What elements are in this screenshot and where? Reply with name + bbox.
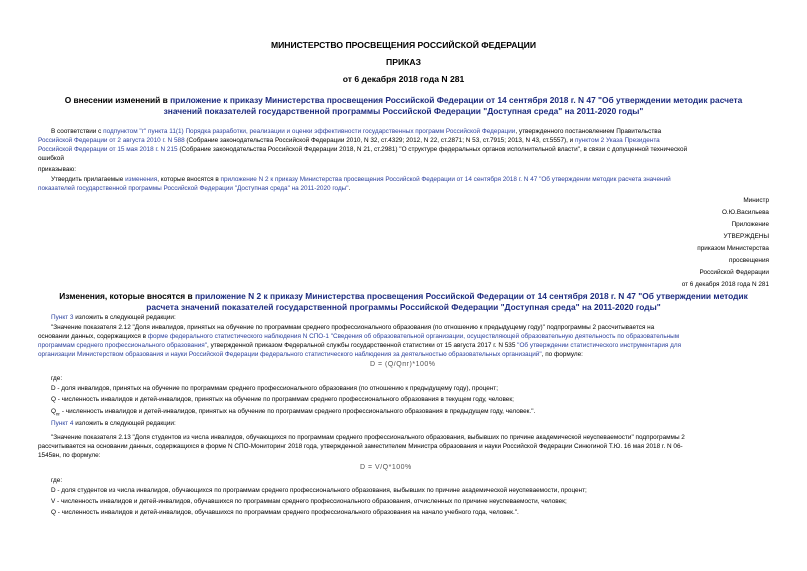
approve-link-appendix[interactable]: приложение N 2 к приказу Министерства просвещения Российской Федерации от 14 сентября 2018 г. N 47 "Об утверждении методик расчета значений bbox=[220, 176, 671, 183]
p3-text: , по формуле: bbox=[541, 351, 583, 358]
p3-link[interactable]: Пункт 3 bbox=[51, 314, 74, 321]
title-link-2[interactable]: значений показателей государственной программы Российской Федерации "Доступная среда" на 2011-2020 годы" bbox=[163, 106, 644, 116]
preamble-text: (Собрание законодательства Российской Федерации 2018, N 21, ст.2981) "О структуре федеральных органов исполнительной власти", в связи с допущенной технической bbox=[177, 146, 688, 153]
approved-by-2: просвещения bbox=[729, 257, 769, 264]
p3-text: , утвержденной приказом Федеральной службы государственной статистики от 15 августа 2017 г. N 535 bbox=[207, 342, 518, 349]
p4-where: где: bbox=[51, 477, 63, 484]
p3-link-instrument[interactable]: "Об утверждении статистического инструментария для bbox=[517, 342, 682, 349]
approved-by-3: Российской Федерации bbox=[699, 269, 769, 276]
changes-title-prefix: Изменения, которые вносятся в bbox=[59, 291, 195, 301]
p3-line-4 bbox=[38, 351, 583, 359]
changes-title-line-1 bbox=[0, 291, 807, 301]
p3-line-3 bbox=[38, 342, 681, 350]
approve-line-2 bbox=[38, 185, 350, 193]
p4-def-q: Q - численность инвалидов и детей-инвалидов, обучавшихся по программам среднего профессионального образования на начало учебного года, человек.". bbox=[51, 509, 519, 516]
p4-link[interactable]: Пункт 4 bbox=[51, 420, 74, 427]
p3-text: основании данных, содержащихся в bbox=[38, 333, 148, 340]
p3-def-d: D - доля инвалидов, принятых на обучение по программам среднего профессионального образования (по отношению к предыдущему году), процент; bbox=[51, 385, 498, 392]
qpg-symbol: Q bbox=[51, 408, 56, 415]
p3-intro-text: изложить в следующей редакции: bbox=[73, 314, 176, 321]
p3-def-qpg bbox=[51, 408, 535, 418]
title-link-1[interactable]: приложение к приказу Министерства просвещения Российской Федерации от 14 сентября 2018 г. N 47 "Об утверждении методик расчета bbox=[170, 95, 743, 105]
preamble-link-decree[interactable]: пунктом 2 Указа Президента bbox=[575, 137, 660, 144]
approve-link-changes[interactable]: изменения bbox=[125, 176, 158, 183]
preamble-link-procedure[interactable]: подпунктом "г" пункта 11(1) Порядка разработки, реализации и оценки эффективности государственных программ Российской Федерации bbox=[103, 128, 516, 135]
preamble-line-1 bbox=[51, 128, 661, 136]
preamble-line-3 bbox=[38, 146, 687, 154]
ministry-heading: МИНИСТЕРСТВО ПРОСВЕЩЕНИЯ РОССИЙСКОЙ ФЕДЕРАЦИИ bbox=[270, 40, 537, 50]
p3-def-q: Q - численность инвалидов и детей-инвалидов, принятых на обучение по программам среднего профессионального образования в текущем году, человек; bbox=[51, 396, 514, 403]
p3-formula: D = (Q/Qпг)*100% bbox=[370, 361, 436, 368]
changes-title-line-2 bbox=[0, 302, 807, 312]
title-prefix: О внесении изменений в bbox=[64, 95, 171, 105]
order-heading: ПРИКАЗ bbox=[386, 57, 421, 67]
preamble-link-resolution[interactable]: Российской Федерации от 2 августа 2010 г. N 588 bbox=[38, 137, 185, 144]
document-title-line-1 bbox=[0, 95, 807, 105]
document-title-line-2 bbox=[0, 106, 807, 116]
signature-name: О.Ю.Васильева bbox=[721, 209, 769, 216]
changes-title-link-2[interactable]: расчета значений показателей государственной программы Российской Федерации "Доступная среда" на 2011-2020 годы" bbox=[146, 302, 661, 312]
approve-text: Утвердить прилагаемые bbox=[51, 176, 126, 183]
qpg-subscript: пг bbox=[55, 411, 61, 417]
order-word: приказываю: bbox=[38, 166, 76, 173]
p3-intro bbox=[51, 314, 176, 322]
p3-link-form[interactable]: форме федерального статистического наблюдения N СПО-1 "Сведения об образовательной организации, осуществляющей образовательную деятельность по образовательным bbox=[147, 333, 680, 340]
qpg-text: - численность инвалидов и детей-инвалидов, принятых на обучение по программам среднего профессионального образования в предыдущем году, человек.". bbox=[60, 408, 536, 415]
preamble-text: В соответствии с bbox=[51, 128, 104, 135]
preamble-text: (Собрание законодательства Российской Федерации 2010, N 32, ст.4329; 2012, N 22, ст.2871; N 53, ст.7915; 2013, N 43, ст.5557), и bbox=[184, 137, 576, 144]
p4-intro-text: изложить в следующей редакции: bbox=[73, 420, 176, 427]
signature-role: Министр bbox=[743, 197, 769, 204]
order-date: от 6 декабря 2018 года N 281 bbox=[342, 74, 465, 84]
p3-line-2 bbox=[38, 333, 679, 341]
approve-text: . bbox=[348, 185, 351, 192]
preamble-text: , утвержденного постановлением Правительства bbox=[515, 128, 662, 135]
approved-label: УТВЕРЖДЕНЫ bbox=[723, 233, 769, 240]
changes-title-link-1[interactable]: приложение N 2 к приказу Министерства просвещения Российской Федерации от 14 сентября 2018 г. N 47 "Об утверждении методик bbox=[194, 291, 748, 301]
p4-line-1: "Значение показателя 2.13 "Доля студентов из числа инвалидов, обучающихся по программам среднего профессионального образования, выбывших по причине академической неуспеваемости" подпрограммы 2 bbox=[51, 434, 685, 441]
p4-line-3: 1545вн, по формуле: bbox=[38, 452, 101, 459]
p3-where: где: bbox=[51, 375, 63, 382]
approved-by-4: от 6 декабря 2018 года N 281 bbox=[681, 281, 769, 288]
p4-def-v: V - численность инвалидов и детей-инвалидов, обучавшихся по программам среднего профессионального образования, отчисленных по причине неуспеваемости, человек; bbox=[51, 498, 567, 505]
p4-def-d: D - доля студентов из числа инвалидов, обучающихся по программам среднего профессионального образования, выбывших по причине академической неуспеваемости, процент; bbox=[51, 487, 587, 494]
p4-intro bbox=[51, 420, 176, 428]
p3-link-instrument-end[interactable]: организации Министерством образования и науки Российской Федерации федерального статистического наблюдения за деятельностью образовательных организаций" bbox=[38, 351, 542, 358]
appendix-label: Приложение bbox=[731, 221, 769, 228]
preamble-line-2 bbox=[38, 137, 660, 145]
p4-formula: D = V/Q*100% bbox=[360, 464, 412, 471]
preamble-line-4: ошибкой bbox=[38, 155, 64, 162]
p3-link-form-end[interactable]: программам среднего профессионального образования" bbox=[38, 342, 208, 349]
approve-line-1 bbox=[51, 176, 671, 184]
approve-link-program[interactable]: показателей государственной программы Российской Федерации "Доступная среда" на 2011-2020 годы" bbox=[38, 185, 349, 192]
p3-line-1: "Значение показателя 2.12 "Доля инвалидов, принятых на обучение по программам среднего профессионального образования (по отношению к предыдущему году)" подпрограммы 2 рассчитывается на bbox=[51, 324, 655, 331]
p4-line-2: рассчитывается на основании данных, содержащихся в форме N СПО-Мониторинг 2018 года, утвержденной заместителем Министра образования и науки Российской Федерации Синюгиной Т.Ю. 16 мая 2018 г. N 06- bbox=[38, 443, 683, 450]
preamble-link-decree-date[interactable]: Российской Федерации от 15 мая 2018 г. N 215 bbox=[38, 146, 178, 153]
approved-by-1: приказом Министерства bbox=[697, 245, 769, 252]
approve-text: , которые вносятся в bbox=[157, 176, 221, 183]
